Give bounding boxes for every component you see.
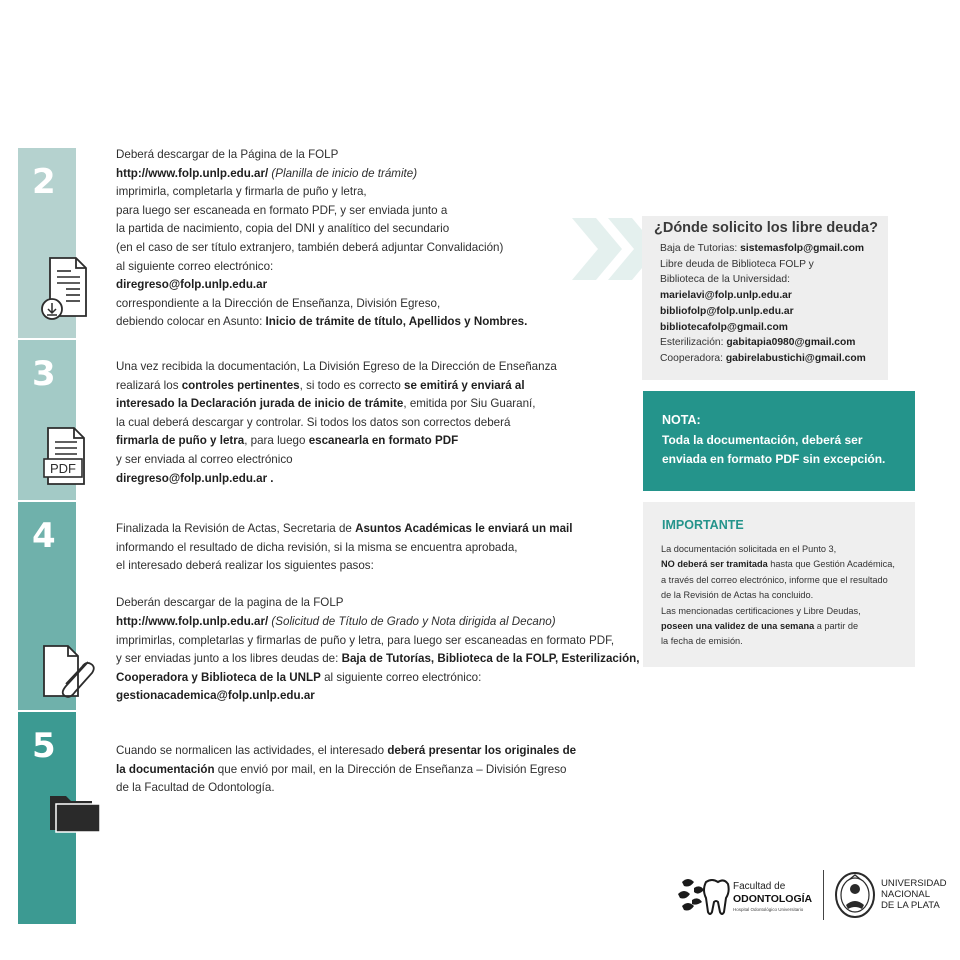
folder-icon [48, 790, 102, 834]
importante-text: La documentación solicitada en el Punto 3, NO deberá ser tramitada hasta que Gestión Académica, a través del correo electrónico, informe que el resultado de la Revisión de Actas ha concluido. Las mencionadas certificaciones y Libre Deudas, poseen una validez de una semana a partir de la fecha de emisión. [661, 544, 895, 647]
email-link[interactable]: gabirelabustichi@gmail.com [725, 352, 866, 364]
nota-panel [643, 391, 915, 491]
step-5-text: Cuando se normalicen las actividades, el interesado deberá presentar los originales de la documentación que envió por mail, en la Dirección de Enseñanza – División Egreso de la Facultad de Odontología. [116, 744, 577, 795]
hospital-label: Hospital Odontológico Universitario [733, 907, 804, 912]
tooth-leaf-logo-icon [676, 874, 732, 918]
email-link[interactable]: bibliotecafolp@gmail.com [660, 321, 788, 333]
libre-deuda-panel [642, 216, 888, 380]
email-link[interactable]: bibliofolp@folp.unlp.edu.ar [660, 305, 794, 317]
pdf-document-icon [40, 424, 90, 488]
email-link[interactable]: sistemasfolp@gmail.com [740, 243, 865, 254]
step-number: 5 [32, 726, 56, 766]
paperclip-document-icon [40, 640, 96, 700]
footer-divider [823, 870, 824, 920]
step-2-text: Deberá descargar de la Página de la FOLP http://www.folp.unlp.edu.ar/ (Planilla de inicio de trámite) imprimirla, completarla y firmarla de puño y letra, para luego ser escaneada en formato PDF, y ser enviada junto a la partida de nacimiento, copia del DNI y analítico del secundario (en el caso de ser título extranjero, también deberá adjuntar Convalidación) al siguiente correo electrónico: diregreso@folp.unlp.edu.ar correspondiente a la Dirección de Enseñanza, División Egreso, debiendo colocar en Asunto: Inicio de trámite de título, Apellidos y Nombres. [116, 148, 528, 329]
email-link[interactable]: diregreso@folp.unlp.edu.ar [116, 278, 268, 292]
folp-link[interactable]: http://www.folp.unlp.edu.ar/ [116, 614, 269, 628]
unlp-logo-text: UNIVERSIDAD NACIONAL DE LA PLATA [881, 878, 947, 912]
odontologia-label: ODONTOLOGÍA [733, 893, 813, 905]
email-link[interactable]: gestionacademica@folp.unlp.edu.ar [116, 689, 315, 703]
step-number: 4 [32, 516, 56, 556]
email-link[interactable]: gabitapia0980@gmail.com [726, 337, 856, 349]
libre-deuda-list: Baja de Tutorias: sistemasfolp@gmail.com Libre deuda de Biblioteca FOLP y Biblioteca de la Universidad: marielavi@folp.unlp.edu.ar bibliofolp@folp.unlp.edu.ar bibliotecafolp@gmail.com Esterilización: gabitapia0980@gmail.com Cooperadora: gabirelabustichi@gmail.com [660, 243, 866, 364]
nota-title: NOTA: [662, 413, 701, 427]
university-seal-icon [834, 871, 876, 919]
facultad-odontologia-logo [676, 872, 816, 920]
step-number: 2 [32, 162, 56, 202]
importante-panel [643, 502, 915, 667]
importante-title: IMPORTANTE [662, 518, 744, 532]
document-download-icon [40, 254, 90, 324]
step-number: 3 [32, 354, 56, 394]
step-4-text: Finalizada la Revisión de Actas, Secretaria de Asuntos Académicas le enviará un mail informando el resultado de dicha revisión, si la misma se encuentra aprobada, el interesado deberá realizar los siguientes pasos: Deberán descargar de la pagina de la FOLP http://www.folp.unlp.edu.ar/ (Solicitud de Título de Grado y Nota dirigida al Decano) imprimirlas, completarlas y firmarlas de puño y letra, para luego ser escaneadas en formato PDF, y ser enviadas junto a los libres deudas de: Baja de Tutorías, Biblioteca de la FOLP, Esterilización, Cooperadora y Biblioteca de la UNLP al siguiente correo electrónico: gestionacademica@folp.unlp.edu.ar [116, 522, 640, 703]
facultad-label: Facultad de [733, 881, 786, 892]
libre-deuda-title: ¿Dónde solicito los libre deuda? [654, 220, 878, 236]
step-3-text: Una vez recibida la documentación, La División Egreso de la Dirección de Enseñanza realizará los controles pertinentes, si todo es correcto se emitirá y enviará al interesado la Declaración jurada de inicio de trámite, emitida por Siu Guaraní, la cual deberá descargar y controlar. Si todos los datos son correctos deberá firmarla de puño y letra, para luego escanearla en formato PDF y ser enviada al correo electrónico diregreso@folp.unlp.edu.ar . [116, 360, 557, 485]
email-link[interactable]: diregreso@folp.unlp.edu.ar . [116, 471, 274, 485]
email-link[interactable]: marielavi@folp.unlp.edu.ar [660, 290, 792, 302]
folp-link[interactable]: http://www.folp.unlp.edu.ar/ [116, 166, 269, 180]
nota-text: Toda la documentación, deberá ser enviada en formato PDF sin excepción. [662, 433, 886, 466]
svg-text:PDF: PDF [50, 461, 76, 476]
